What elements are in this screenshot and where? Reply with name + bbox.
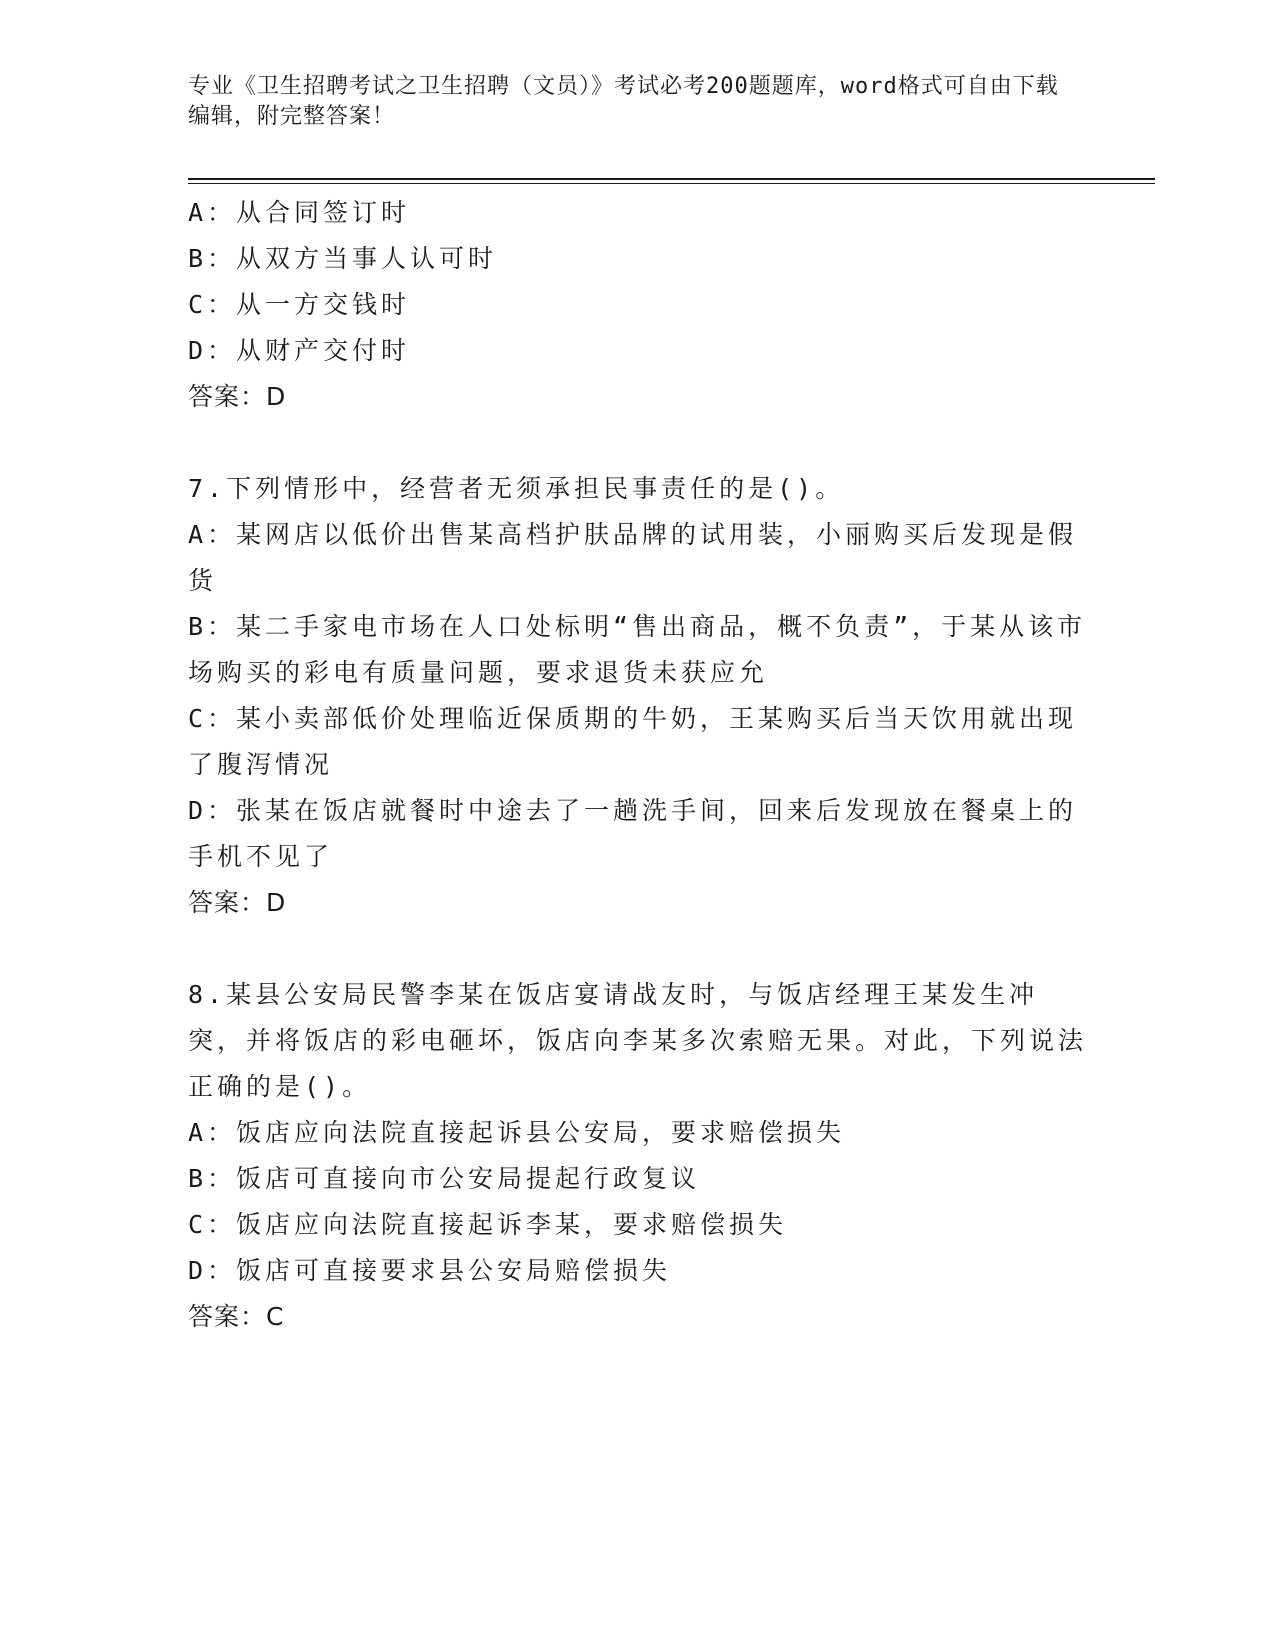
option-c: C：饭店应向法院直接起诉李某，要求赔偿损失 bbox=[188, 1210, 788, 1239]
question-stem: 7.下列情形中，经营者无须承担民事责任的是()。 bbox=[188, 474, 845, 503]
option-c: C：某小卖部低价处理临近保质期的牛奶，王某购买后当天饮用就出现了腹泻情况 bbox=[188, 704, 1078, 779]
option-b: B：从双方当事人认可时 bbox=[188, 244, 498, 273]
header-divider-thick bbox=[188, 178, 1155, 180]
option-b: B：饭店可直接向市公安局提起行政复议 bbox=[188, 1164, 701, 1193]
spacer bbox=[188, 926, 1088, 972]
page-header: 专业《卫生招聘考试之卫生招聘（文员）》考试必考200题题库，word格式可自由下载编辑，附完整答案！ bbox=[188, 74, 1059, 129]
answer-line: 答案：D bbox=[188, 382, 287, 411]
option-c: C：从一方交钱时 bbox=[188, 290, 411, 319]
header-divider-thin bbox=[188, 183, 1155, 184]
question-8 bbox=[188, 972, 1088, 1340]
option-d: D：饭店可直接要求县公安局赔偿损失 bbox=[188, 1256, 672, 1285]
question-7 bbox=[188, 466, 1088, 926]
answer-line: 答案：C bbox=[188, 1302, 285, 1331]
spacer bbox=[188, 420, 1088, 466]
option-a: A：某网店以低价出售某高档护肤品牌的试用装，小丽购买后发现是假货 bbox=[188, 520, 1078, 595]
option-b: B：某二手家电市场在人口处标明“售出商品，概不负责”，于某从该市场购买的彩电有质量问题，要求退货未获应允 bbox=[188, 612, 1087, 687]
question-content bbox=[188, 190, 1088, 1340]
option-d: D：张某在饭店就餐时中途去了一趟洗手间，回来后发现放在餐桌上的手机不见了 bbox=[188, 796, 1078, 871]
question-stem: 8.某县公安局民警李某在饭店宴请战友时，与饭店经理王某发生冲突，并将饭店的彩电砸坏，饭店向李某多次索赔无果。对此，下列说法正确的是()。 bbox=[188, 980, 1088, 1101]
option-a: A：从合同签订时 bbox=[188, 198, 411, 227]
question-block-prev bbox=[188, 190, 1088, 420]
option-a: A：饭店应向法院直接起诉县公安局，要求赔偿损失 bbox=[188, 1118, 846, 1147]
answer-line: 答案：D bbox=[188, 888, 287, 917]
option-d: D：从财产交付时 bbox=[188, 336, 411, 365]
